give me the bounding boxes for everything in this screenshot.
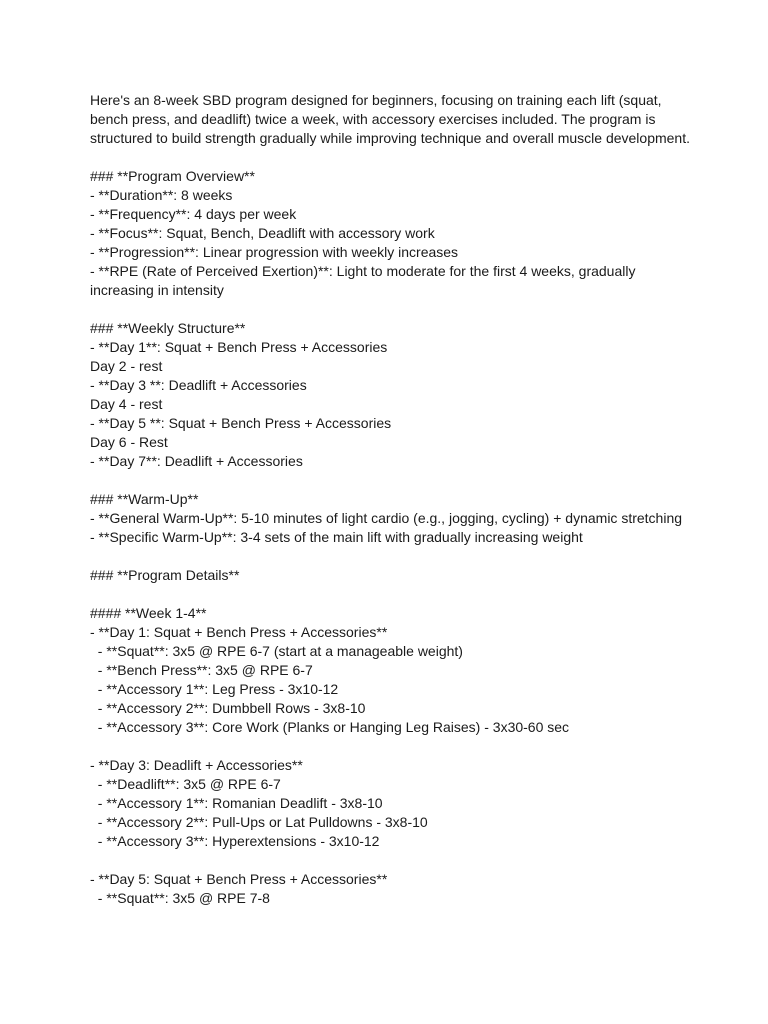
day3-item: - **Accessory 3**: Hyperextensions - 3x10-12: [90, 833, 380, 849]
overview-item-progression: - **Progression**: Linear progression with weekly increases: [90, 244, 459, 260]
day3-item: - **Accessory 2**: Pull-Ups or Lat Pulldowns - 3x8-10: [90, 814, 428, 830]
day5-item: - **Squat**: 3x5 @ RPE 7-8: [90, 890, 270, 906]
overview-item-focus: - **Focus**: Squat, Bench, Deadlift with accessory work: [90, 225, 435, 241]
program-details-heading: ### **Program Details**: [90, 567, 240, 583]
weekly-structure-item: Day 2 - rest: [90, 358, 163, 374]
week-heading: #### **Week 1-4**: [90, 605, 207, 621]
overview-item-frequency: - **Frequency**: 4 days per week: [90, 206, 297, 222]
weekly-structure-heading: ### **Weekly Structure**: [90, 320, 246, 336]
overview-item-duration: - **Duration**: 8 weeks: [90, 187, 233, 203]
weekly-structure-item: Day 4 - rest: [90, 396, 163, 412]
spacer: [90, 737, 690, 756]
day1-item: - **Squat**: 3x5 @ RPE 6-7 (start at a manageable weight): [90, 643, 463, 659]
overview-item-rpe: - **RPE (Rate of Perceived Exertion)**: Light to moderate for the first 4 weeks, gradually increasing in intensity: [90, 263, 636, 298]
overview-heading: ### **Program Overview**: [90, 168, 255, 184]
day1-item: - **Accessory 3**: Core Work (Planks or Hanging Leg Raises) - 3x30-60 sec: [90, 719, 570, 735]
day5-title: - **Day 5: Squat + Bench Press + Accessories**: [90, 871, 388, 887]
day3-title: - **Day 3: Deadlift + Accessories**: [90, 757, 303, 773]
warm-up-item-specific: - **Specific Warm-Up**: 3-4 sets of the main lift with gradually increasing weight: [90, 529, 583, 545]
weekly-structure-item: - **Day 7**: Deadlift + Accessories: [90, 453, 303, 469]
document-body: [90, 91, 690, 908]
weekly-structure-item: Day 6 - Rest: [90, 434, 168, 450]
spacer: [90, 471, 690, 490]
weekly-structure-item: - **Day 5 **: Squat + Bench Press + Accessories: [90, 415, 392, 431]
spacer: [90, 148, 690, 167]
weekly-structure-item: - **Day 3 **: Deadlift + Accessories: [90, 377, 307, 393]
warm-up-item-general: - **General Warm-Up**: 5-10 minutes of light cardio (e.g., jogging, cycling) + dynamic stretching: [90, 510, 683, 526]
day1-item: - **Accessory 2**: Dumbbell Rows - 3x8-10: [90, 700, 366, 716]
spacer: [90, 300, 690, 319]
day3-item: - **Accessory 1**: Romanian Deadlift - 3x8-10: [90, 795, 383, 811]
spacer: [90, 851, 690, 870]
spacer: [90, 585, 690, 604]
warm-up-heading: ### **Warm-Up**: [90, 491, 199, 507]
day1-item: - **Accessory 1**: Leg Press - 3x10-12: [90, 681, 339, 697]
day3-item: - **Deadlift**: 3x5 @ RPE 6-7: [90, 776, 281, 792]
day1-item: - **Bench Press**: 3x5 @ RPE 6-7: [90, 662, 313, 678]
spacer: [90, 547, 690, 566]
intro-paragraph: Here's an 8-week SBD program designed for beginners, focusing on training each lift (squat, bench press, and deadlift) twice a week, with accessory exercises included. The program is structured to build strength gradually while improving technique and overall muscle development.: [90, 92, 690, 146]
weekly-structure-item: - **Day 1**: Squat + Bench Press + Accessories: [90, 339, 388, 355]
day1-title: - **Day 1: Squat + Bench Press + Accessories**: [90, 624, 388, 640]
